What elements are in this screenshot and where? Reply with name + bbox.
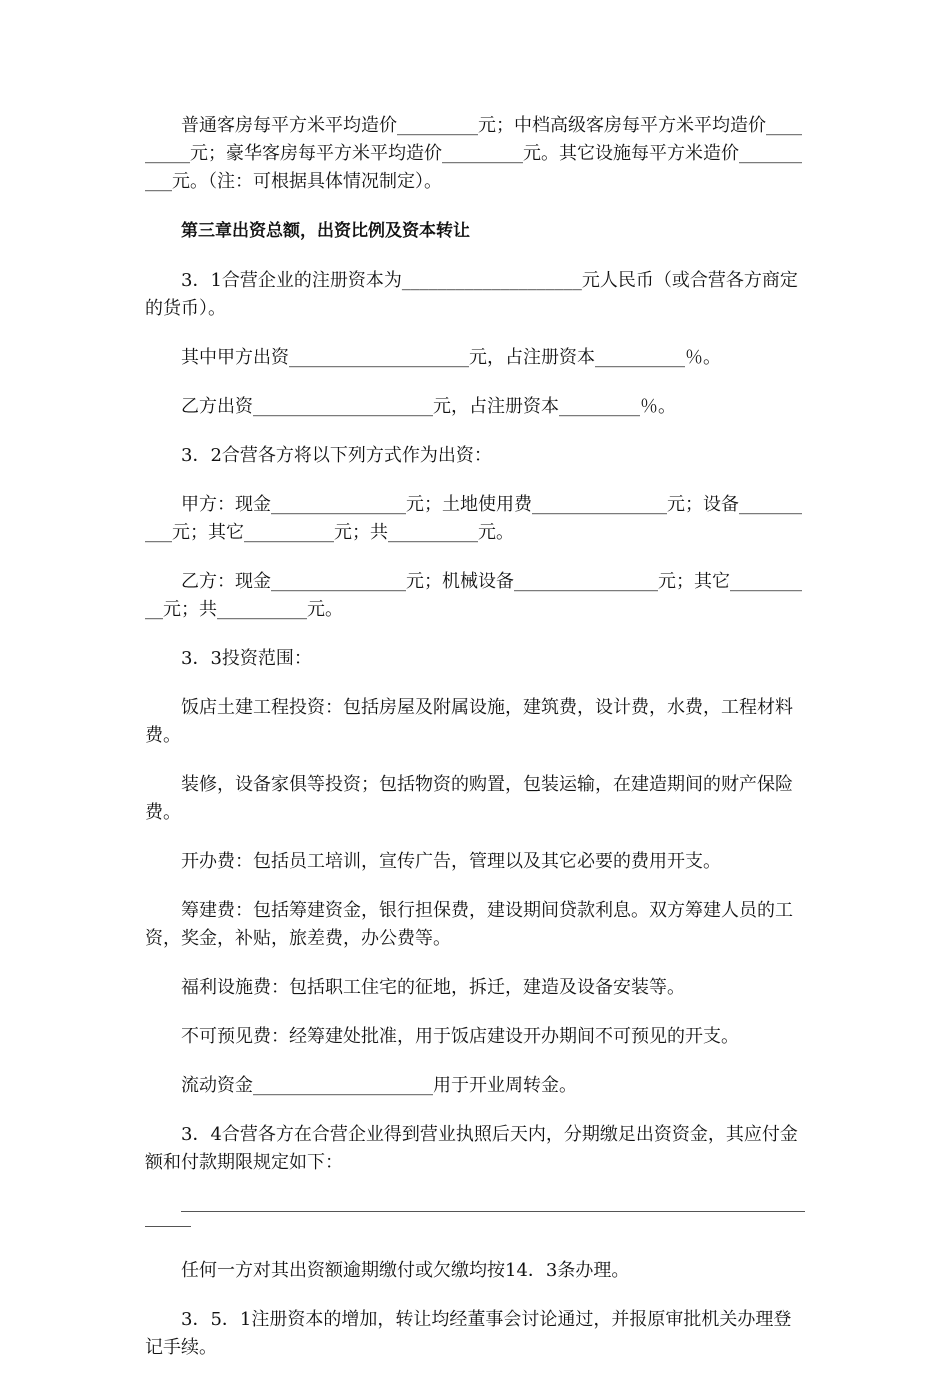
room-cost-paragraph: 普通客房每平方米平均造价_________元；中档高级客房每平方米平均造价_________元；豪华客房每平方米平均造价_________元。其它设施每平方米造价__________元。（注：可根据具体情况制定）。	[145, 115, 802, 192]
party-a-contribution: 其中甲方出资____________________元，占注册资本__________％。	[181, 347, 721, 368]
payment-blank-line-tail	[145, 1226, 191, 1227]
clause-3-5-1: 3．5．1注册资本的增加，转让均经董事会讨论通过，并报原审批机关办理登记手续。	[145, 1309, 792, 1358]
party-a-forms: 甲方：现金_______________元；土地使用费_______________元；设备__________元；其它__________元；共__________元。	[145, 494, 802, 543]
payment-blank-line	[181, 1211, 805, 1212]
scope-preparation: 筹建费：包括筹建资金，银行担保费，建设期间贷款利息。双方筹建人员的工资，奖金，补贴，旅差费，办公费等。	[145, 900, 793, 949]
chapter-heading: 第三章出资总额，出资比例及资本转让	[181, 221, 470, 241]
scope-decoration: 装修，设备家俱等投资；包括物资的购置，包装运输，在建造期间的财产保险费。	[145, 774, 793, 823]
clause-3-1: 3．1合营企业的注册资本为____________________元人民币（或合营各方商定的货币）。	[145, 270, 798, 319]
clause-3-3: 3．3投资范围：	[181, 648, 312, 669]
scope-working-capital: 流动资金____________________用于开业周转金。	[181, 1075, 577, 1096]
scope-unforeseen: 不可预见费：经筹建处批准，用于饭店建设开办期间不可预见的开支。	[181, 1026, 739, 1047]
scope-startup: 开办费：包括员工培训，宣传广告，管理以及其它必要的费用开支。	[181, 851, 721, 872]
clause-3-2: 3．2合营各方将以下列方式作为出资：	[181, 445, 492, 466]
scope-construction: 饭店土建工程投资：包括房屋及附属设施，建筑费，设计费，水费，工程材料费。	[145, 697, 793, 746]
scope-welfare: 福利设施费：包括职工住宅的征地，拆迁，建造及设备安装等。	[181, 977, 685, 998]
late-payment-clause: 任何一方对其出资额逾期缴付或欠缴均按14．3条办理。	[181, 1260, 630, 1281]
party-b-forms: 乙方：现金_______________元；机械设备________________元；其它__________元；共__________元。	[145, 571, 802, 620]
clause-3-4: 3．4合营各方在合营企业得到营业执照后天内，分期缴足出资资金，其应付金额和付款期限规定如下：	[145, 1124, 798, 1173]
document-page	[145, 112, 805, 1383]
party-b-contribution: 乙方出资____________________元，占注册资本_________％。	[181, 396, 676, 417]
